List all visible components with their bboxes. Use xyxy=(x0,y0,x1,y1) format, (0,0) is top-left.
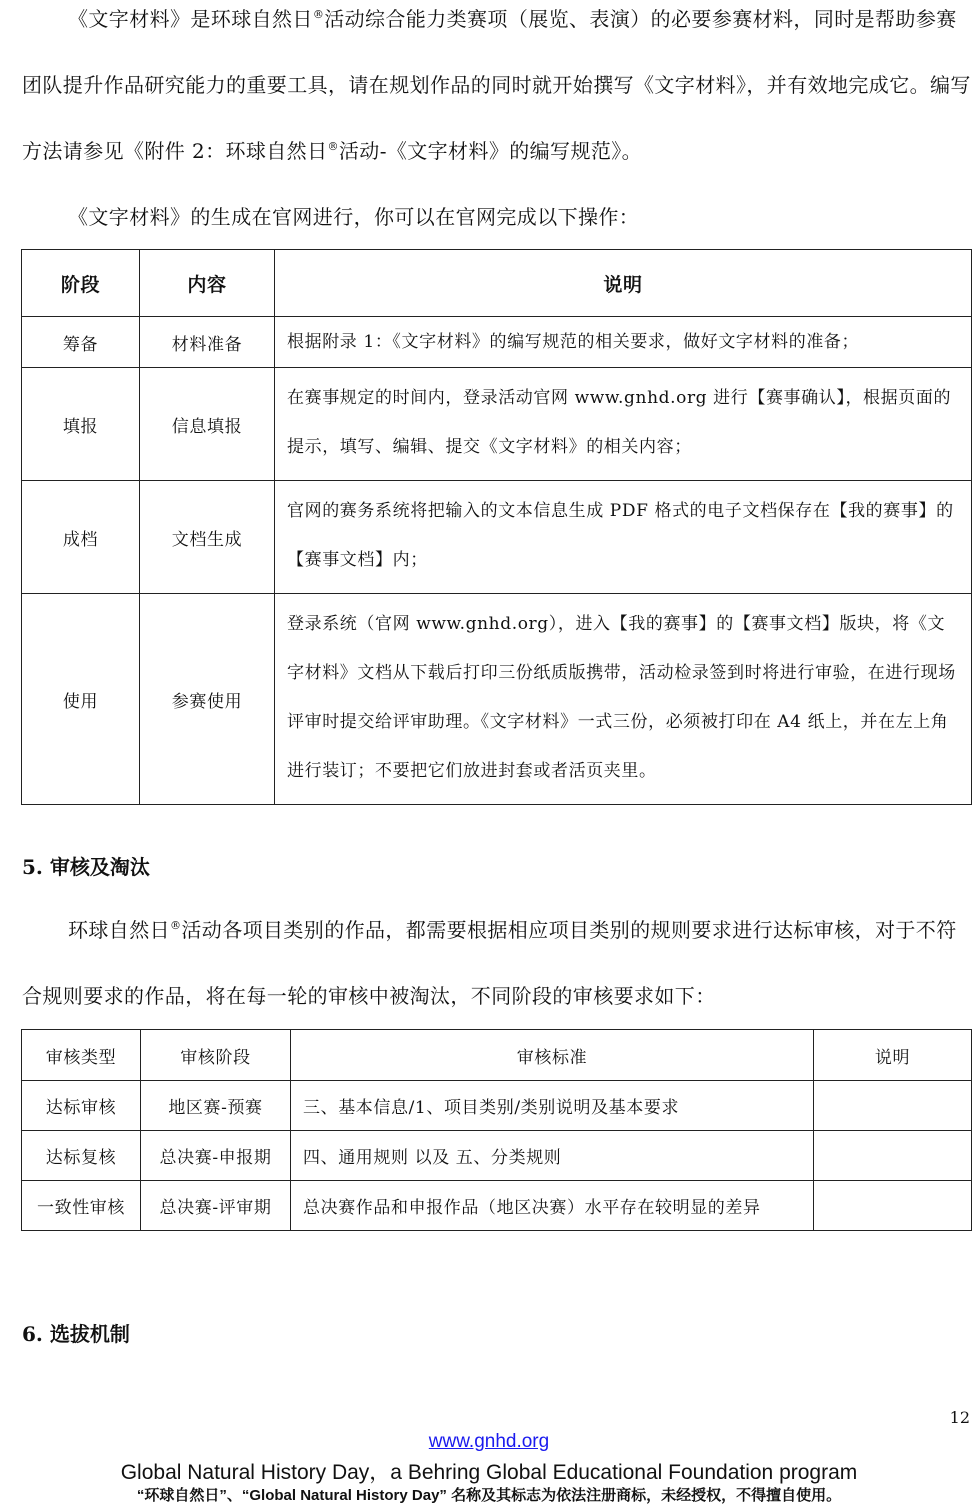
table-row xyxy=(22,594,972,805)
review-standard-cell: 三、基本信息/1、项目类别/类别说明及基本要求 xyxy=(291,1081,814,1131)
section-5-heading: 5. 审核及淘汰 xyxy=(22,855,150,879)
operations-table xyxy=(21,249,972,805)
page-number: 12 xyxy=(949,1408,970,1427)
review-stage-cell: 总决赛-申报期 xyxy=(141,1131,291,1181)
footer-organization: Global Natural History Day，a Behring Global Educational Foundation program xyxy=(120,1461,858,1484)
section-6-heading: 6. 选拔机制 xyxy=(22,1322,130,1346)
header-stage: 阶段 xyxy=(22,250,140,317)
stage-cell: 筹备 xyxy=(22,317,140,368)
review-type-cell: 达标审核 xyxy=(22,1081,141,1131)
review-stage-cell: 地区赛-预赛 xyxy=(141,1081,291,1131)
stage-cell: 填报 xyxy=(22,368,140,481)
footer-website-link[interactable]: www.gnhd.org xyxy=(428,1431,550,1452)
note-cell xyxy=(814,1131,972,1181)
content-cell: 材料准备 xyxy=(140,317,275,368)
review-type-cell: 一致性审核 xyxy=(22,1181,141,1231)
footer-trademark-notice: “环球自然日”、“Global Natural History Day” 名称及其标志为依法注册商标，未经授权，不得擅自使用。 xyxy=(136,1487,842,1504)
table-row xyxy=(22,1081,972,1131)
intro-operations-paragraph: 《文字材料》的生成在官网进行，你可以在官网完成以下操作： xyxy=(68,205,640,229)
review-type-cell: 达标复核 xyxy=(22,1131,141,1181)
content-cell: 信息填报 xyxy=(140,368,275,481)
table-header-row xyxy=(22,250,972,317)
description-cell: 根据附录 1：《文字材料》的编写规范的相关要求，做好文字材料的准备； xyxy=(275,317,972,368)
header-review-stage: 审核阶段 xyxy=(141,1030,291,1081)
header-content: 内容 xyxy=(140,250,275,317)
review-standard-cell: 四、通用规则 以及 五、分类规则 xyxy=(291,1131,814,1181)
header-note: 说明 xyxy=(814,1030,972,1081)
content-cell: 文档生成 xyxy=(140,481,275,594)
stage-cell: 使用 xyxy=(22,594,140,805)
header-review-standard: 审核标准 xyxy=(291,1030,814,1081)
table-header-row xyxy=(22,1030,972,1081)
table-row xyxy=(22,368,972,481)
table-row xyxy=(22,1181,972,1231)
section-5-paragraph: 环球自然日®活动各项目类别的作品，都需要根据相应项目类别的规则要求进行达标审核，对于不符合规则要求的作品，将在每一轮的审核中被淘汰，不同阶段的审核要求如下： xyxy=(22,918,957,1008)
note-cell xyxy=(814,1181,972,1231)
header-description: 说明 xyxy=(275,250,972,317)
review-table xyxy=(21,1029,972,1231)
review-stage-cell: 总决赛-评审期 xyxy=(141,1181,291,1231)
intro-paragraph: 《文字材料》是环球自然日®活动综合能力类赛项（展览、表演）的必要参赛材料，同时是帮助参赛团队提升作品研究能力的重要工具，请在规划作品的同时就开始撰写《文字材料》，并有效地完成它。编写方法请参见《附件 2：环球自然日®活动-《文字材料》的编写规范》。 xyxy=(22,7,971,163)
description-cell: 官网的赛务系统将把输入的文本信息生成 PDF 格式的电子文档保存在【我的赛事】的【赛事文档】内； xyxy=(275,481,972,594)
description-cell: 登录系统（官网 www.gnhd.org），进入【我的赛事】的【赛事文档】版块，将《文字材料》文档从下载后打印三份纸质版携带，活动检录签到时将进行审验，在进行现场评审时提交给评审助理。《文字材料》一式三份，必须被打印在 A4 纸上，并在左上角进行装订；不要把它们放进封套或者活页夹里。 xyxy=(275,594,972,805)
table-row xyxy=(22,317,972,368)
stage-cell: 成档 xyxy=(22,481,140,594)
header-review-type: 审核类型 xyxy=(22,1030,141,1081)
note-cell xyxy=(814,1081,972,1131)
table-row xyxy=(22,481,972,594)
review-standard-cell: 总决赛作品和申报作品（地区决赛）水平存在较明显的差异 xyxy=(291,1181,814,1231)
table-row xyxy=(22,1131,972,1181)
description-cell: 在赛事规定的时间内，登录活动官网 www.gnhd.org 进行【赛事确认】，根据页面的提示，填写、编辑、提交《文字材料》的相关内容； xyxy=(275,368,972,481)
content-cell: 参赛使用 xyxy=(140,594,275,805)
